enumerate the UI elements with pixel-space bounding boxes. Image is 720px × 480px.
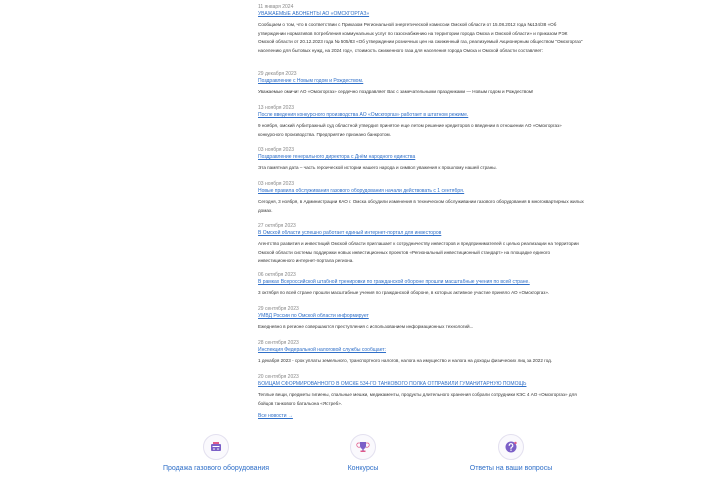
service-gas-equipment[interactable]	[146, 434, 286, 472]
news-title-link[interactable]: После введения конкурсного производства АО «Омскгоргаз» работает в штатном режиме.	[258, 112, 469, 118]
news-date: 03 ноября 2023	[258, 147, 295, 153]
news-title-link[interactable]: В рамках Всероссийской штабной тренировки по гражданской обороне прошли масштабные учения по всей стране.	[258, 279, 530, 285]
news-date: 29 сентября 2023	[258, 306, 299, 312]
news-excerpt: Сегодня, 3 ноября, в Администрации КАО г. Омска обсудили изменения в техническом обслуживании газового оборудования в многоквартирных жилых домах.	[258, 199, 584, 213]
service-label: Ответы на ваши вопросы	[469, 465, 553, 472]
services-row	[0, 434, 720, 480]
trophy-icon	[350, 434, 376, 460]
news-title-link[interactable]: БОЙЦАМ СФОРМИРОВАННОГО В ОМСКЕ 534-ГО ТАНКОВОГО ПОЛКА ОТПРАВИЛИ ГУМАНИТАРНУЮ ПОМОЩЬ	[258, 381, 527, 387]
news-title-link[interactable]: УМВД России по Омской области информирует	[258, 313, 369, 319]
news-title-link[interactable]: Новые правила обслуживания газового оборудования начали действовать с 1 сентября.	[258, 188, 465, 194]
news-date: 13 ноября 2023	[258, 105, 295, 111]
news-excerpt: 3 октября по всей стране прошли масштабные учения по гражданской обороне, в которых активное участие приняло АО «Омскгоргаз».	[258, 290, 550, 295]
service-label: Конкурсы	[347, 465, 379, 472]
news-item	[258, 374, 584, 416]
news-excerpt: 1 декабря 2023 - срок уплаты земельного, транспортного налогов, налога на имущество и налога на доходы физических лиц за 2022 год.	[258, 358, 553, 363]
news-excerpt: Теплые вещи, предметы гигиены, спальные мешки, медикаменты, продукты длительного хранения собрали сотрудники КЭС 4 АО «Омскгоргаз» для бойцов танкового батальона «Ястреб».	[258, 392, 577, 406]
news-item	[258, 340, 584, 374]
news-title-link[interactable]: Поздравление с Новым годом и Рождеством.	[258, 78, 364, 84]
question-icon	[498, 434, 524, 460]
news-list	[258, 4, 584, 416]
news-item	[258, 306, 584, 340]
news-item	[258, 223, 584, 272]
news-date: 27 октября 2023	[258, 223, 296, 229]
news-excerpt: Агентство развития и инвестиций Омской области приглашает к сотрудничеству инвесторов и предпринимателей с целью реализации на территории Омской области системы поддержки новых инвестиционных проектов «Региональный инвестиционный стандарт» на площадке единого инвестиционного интернет-портала региона.	[258, 241, 579, 263]
news-title-link[interactable]: Поздравление генерального директора с Днём народного единства	[258, 154, 416, 160]
news-item	[258, 181, 584, 223]
news-title-link[interactable]: УВАЖАЕМЫЕ АБОНЕНТЫ АО «ОМСКГОРГАЗ»	[258, 11, 370, 17]
gas-equipment-icon	[203, 434, 229, 460]
service-label: Продажа газового оборудования	[162, 465, 270, 472]
news-excerpt: Ежедневно в регионе совершаются преступления с использованием информационных технологий...	[258, 324, 474, 329]
news-excerpt: 9 ноября, омский Арбитражный суд областной утвердил принятое еще летом решение кредиторов о введении в отношении АО «Омскгоргаз» конкурсного производства. Предприятие признано банкротом.	[258, 123, 562, 137]
news-date: 20 сентября 2023	[258, 374, 299, 380]
news-excerpt: Уважаемые омичи! АО «Омскгоргаз» сердечно поздравляет Вас с замечательными праздниками — Новым годом и Рождеством!	[258, 89, 534, 94]
news-item	[258, 147, 584, 181]
news-date: 11 января 2024	[258, 4, 294, 10]
news-item	[258, 4, 584, 71]
news-date: 29 декабря 2023	[258, 71, 297, 77]
news-item	[258, 272, 584, 306]
news-title-link[interactable]: Инспекция Федеральной налоговой службы сообщает:	[258, 347, 387, 353]
news-date: 03 ноября 2023	[258, 181, 295, 187]
news-title-link[interactable]: В Омской области успешно работает единый интернет-портал для инвесторов	[258, 230, 442, 236]
news-excerpt: Эта памятная дата – часть героической истории нашего народа и символ уважения к прошлому нашей страны.	[258, 165, 497, 170]
news-item	[258, 71, 584, 105]
service-faq[interactable]	[441, 434, 581, 472]
news-item	[258, 105, 584, 147]
news-date: 06 октября 2023	[258, 272, 296, 278]
service-contests[interactable]	[293, 434, 433, 472]
news-date: 28 сентября 2023	[258, 340, 299, 346]
news-excerpt: Сообщаем о том, что в соответствии с Приказом Региональной энергетической комиссии Омской области от 15.08.2012 года №134/38 «Об утверждении нормативов потребления коммунальных услуг по газоснабжению на территории города Омска и Омской области» и приказом РЭК Омской области от 20.12.2023 года № 505/83 «Об утверждении розничных цен на сжиженный газ, реализуемый Акционерным обществом "Омскгоргаз" населению для бытовых нужд, на 2024 год», стоимость сжиженного газа для населения города Омска и Омской области составляет:	[258, 22, 583, 53]
all-news-link[interactable]: Все новости →	[258, 413, 293, 419]
